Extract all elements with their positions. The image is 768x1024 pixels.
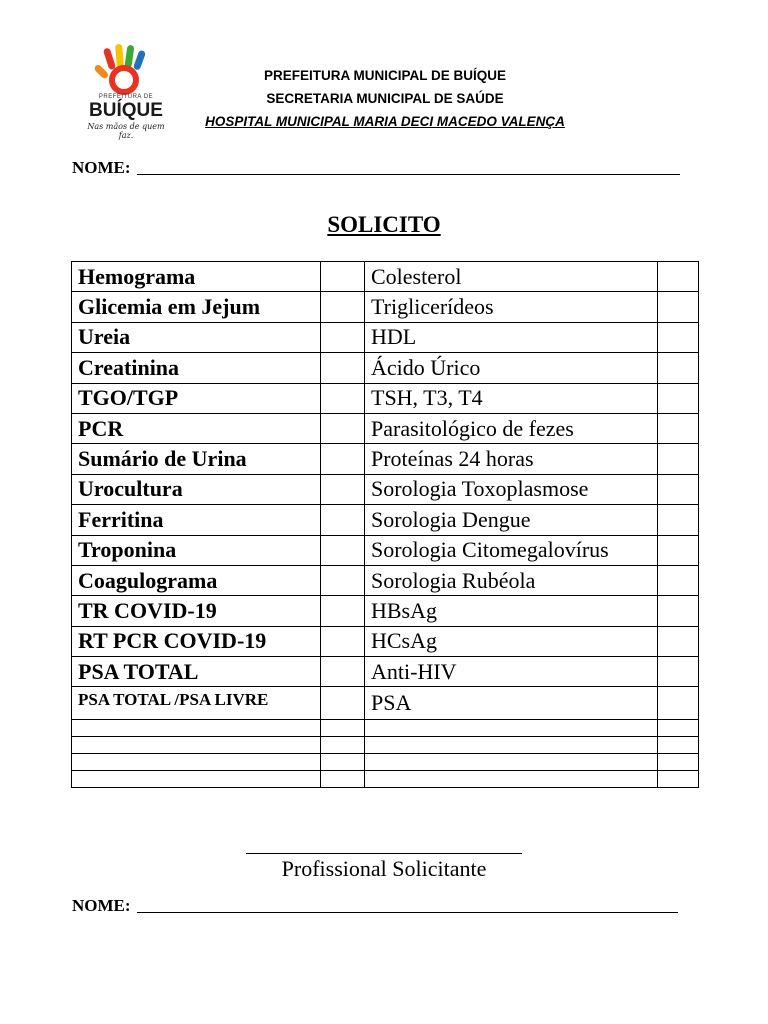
blank-exam-cell[interactable] bbox=[72, 719, 321, 736]
exam-right-checkbox[interactable] bbox=[658, 292, 699, 322]
exam-left-checkbox[interactable] bbox=[321, 687, 365, 719]
exam-left-checkbox[interactable] bbox=[321, 505, 365, 535]
signature-label: Profissional Solicitante bbox=[281, 856, 487, 881]
blank-exam-row[interactable] bbox=[72, 736, 699, 753]
exam-right-name: TSH, T3, T4 bbox=[365, 383, 658, 413]
exam-left-name: Coagulograma bbox=[72, 565, 321, 595]
exam-right-checkbox[interactable] bbox=[658, 444, 699, 474]
prefeitura-logo bbox=[80, 42, 172, 138]
professional-name-blank[interactable] bbox=[137, 912, 678, 913]
exam-right-checkbox[interactable] bbox=[658, 657, 699, 687]
exam-right-name: Sorologia Citomegalovírus bbox=[365, 535, 658, 565]
patient-name-blank[interactable] bbox=[137, 174, 680, 175]
exam-left-checkbox[interactable] bbox=[321, 292, 365, 322]
exam-row bbox=[72, 353, 699, 383]
exam-right-checkbox[interactable] bbox=[658, 596, 699, 626]
exam-row bbox=[72, 444, 699, 474]
exam-left-name: Glicemia em Jejum bbox=[72, 292, 321, 322]
exam-request-table bbox=[71, 261, 699, 788]
blank-exam-cell[interactable] bbox=[365, 770, 658, 787]
exam-left-name: PCR bbox=[72, 413, 321, 443]
exam-right-checkbox[interactable] bbox=[658, 565, 699, 595]
blank-exam-row[interactable] bbox=[72, 753, 699, 770]
exam-left-name: RT PCR COVID-19 bbox=[72, 626, 321, 656]
exam-row bbox=[72, 292, 699, 322]
exam-left-checkbox[interactable] bbox=[321, 596, 365, 626]
exam-row bbox=[72, 262, 699, 292]
exam-right-checkbox[interactable] bbox=[658, 626, 699, 656]
exam-left-name: Hemograma bbox=[72, 262, 321, 292]
exam-right-name: Parasitológico de fezes bbox=[365, 413, 658, 443]
blank-exam-cell[interactable] bbox=[658, 753, 699, 770]
exam-right-checkbox[interactable] bbox=[658, 383, 699, 413]
exam-right-checkbox[interactable] bbox=[658, 505, 699, 535]
exam-left-name: TGO/TGP bbox=[72, 383, 321, 413]
blank-exam-cell[interactable] bbox=[658, 719, 699, 736]
signature-line[interactable] bbox=[246, 853, 522, 854]
exam-left-checkbox[interactable] bbox=[321, 444, 365, 474]
blank-exam-cell[interactable] bbox=[321, 736, 365, 753]
exam-right-checkbox[interactable] bbox=[658, 535, 699, 565]
exam-left-checkbox[interactable] bbox=[321, 657, 365, 687]
exam-right-name: Triglicerídeos bbox=[365, 292, 658, 322]
blank-exam-cell[interactable] bbox=[72, 736, 321, 753]
exam-left-checkbox[interactable] bbox=[321, 413, 365, 443]
exam-right-name: HCsAg bbox=[365, 626, 658, 656]
exam-right-name: HBsAg bbox=[365, 596, 658, 626]
exam-row bbox=[72, 413, 699, 443]
exam-left-name: Creatinina bbox=[72, 353, 321, 383]
document-header bbox=[180, 64, 590, 133]
exam-right-checkbox[interactable] bbox=[658, 474, 699, 504]
exam-row bbox=[72, 596, 699, 626]
exam-right-checkbox[interactable] bbox=[658, 322, 699, 352]
header-line-prefeitura: PREFEITURA MUNICIPAL DE BUÍQUE bbox=[263, 68, 506, 83]
exam-row bbox=[72, 535, 699, 565]
exam-row bbox=[72, 657, 699, 687]
exam-left-name: Ureia bbox=[72, 322, 321, 352]
form-title: SOLICITO bbox=[327, 212, 441, 237]
exam-left-name: TR COVID-19 bbox=[72, 596, 321, 626]
blank-exam-row[interactable] bbox=[72, 719, 699, 736]
exam-row bbox=[72, 687, 699, 719]
blank-exam-cell[interactable] bbox=[72, 770, 321, 787]
blank-exam-cell[interactable] bbox=[72, 753, 321, 770]
exam-right-name: Ácido Úrico bbox=[365, 353, 658, 383]
exam-right-name: Sorologia Dengue bbox=[365, 505, 658, 535]
exam-right-name: PSA bbox=[365, 687, 658, 719]
exam-left-checkbox[interactable] bbox=[321, 565, 365, 595]
professional-name-field[interactable] bbox=[72, 896, 678, 916]
exam-left-checkbox[interactable] bbox=[321, 626, 365, 656]
exam-row bbox=[72, 565, 699, 595]
exam-left-name: Ferritina bbox=[72, 505, 321, 535]
exam-left-checkbox[interactable] bbox=[321, 353, 365, 383]
logo-line-1: PREFEITURA DE bbox=[98, 94, 154, 100]
exam-left-name: Troponina bbox=[72, 535, 321, 565]
exam-row bbox=[72, 474, 699, 504]
professional-name-label: NOME: bbox=[72, 896, 131, 915]
blank-exam-cell[interactable] bbox=[658, 736, 699, 753]
exam-right-checkbox[interactable] bbox=[658, 353, 699, 383]
exam-row bbox=[72, 322, 699, 352]
blank-exam-cell[interactable] bbox=[365, 719, 658, 736]
exam-right-name: HDL bbox=[365, 322, 658, 352]
exam-right-name: Sorologia Toxoplasmose bbox=[365, 474, 658, 504]
logo-slogan: Nas mãos de quem faz. bbox=[87, 122, 165, 140]
blank-exam-cell[interactable] bbox=[658, 770, 699, 787]
patient-name-label: NOME: bbox=[72, 158, 131, 177]
exam-left-checkbox[interactable] bbox=[321, 322, 365, 352]
exam-right-checkbox[interactable] bbox=[658, 262, 699, 292]
blank-exam-cell[interactable] bbox=[321, 753, 365, 770]
exam-right-name: Proteínas 24 horas bbox=[365, 444, 658, 474]
logo-line-2: BUÍQUE bbox=[89, 100, 163, 121]
exam-left-checkbox[interactable] bbox=[321, 535, 365, 565]
exam-left-checkbox[interactable] bbox=[321, 474, 365, 504]
exam-left-name: PSA TOTAL bbox=[72, 657, 321, 687]
exam-row bbox=[72, 626, 699, 656]
header-line-secretaria: SECRETARIA MUNICIPAL DE SAÚDE bbox=[266, 91, 504, 106]
exam-right-name: Colesterol bbox=[365, 262, 658, 292]
exam-left-name: Urocultura bbox=[72, 474, 321, 504]
exam-right-name: Sorologia Rubéola bbox=[365, 565, 658, 595]
exam-row bbox=[72, 505, 699, 535]
blank-exam-cell[interactable] bbox=[321, 770, 365, 787]
exam-row bbox=[72, 383, 699, 413]
exam-right-checkbox[interactable] bbox=[658, 687, 699, 719]
exam-left-checkbox[interactable] bbox=[321, 383, 365, 413]
exam-right-checkbox[interactable] bbox=[658, 413, 699, 443]
exam-left-checkbox[interactable] bbox=[321, 262, 365, 292]
blank-exam-cell[interactable] bbox=[321, 719, 365, 736]
hand-logo-icon bbox=[80, 42, 172, 98]
exam-right-name: Anti-HIV bbox=[365, 657, 658, 687]
blank-exam-row[interactable] bbox=[72, 770, 699, 787]
blank-exam-cell[interactable] bbox=[365, 753, 658, 770]
exam-left-name: PSA TOTAL /PSA LIVRE bbox=[72, 687, 321, 719]
header-line-hospital: HOSPITAL MUNICIPAL MARIA DECI MACEDO VALENÇA bbox=[205, 114, 565, 129]
blank-exam-cell[interactable] bbox=[365, 736, 658, 753]
exam-left-name: Sumário de Urina bbox=[72, 444, 321, 474]
patient-name-field[interactable] bbox=[72, 158, 680, 178]
